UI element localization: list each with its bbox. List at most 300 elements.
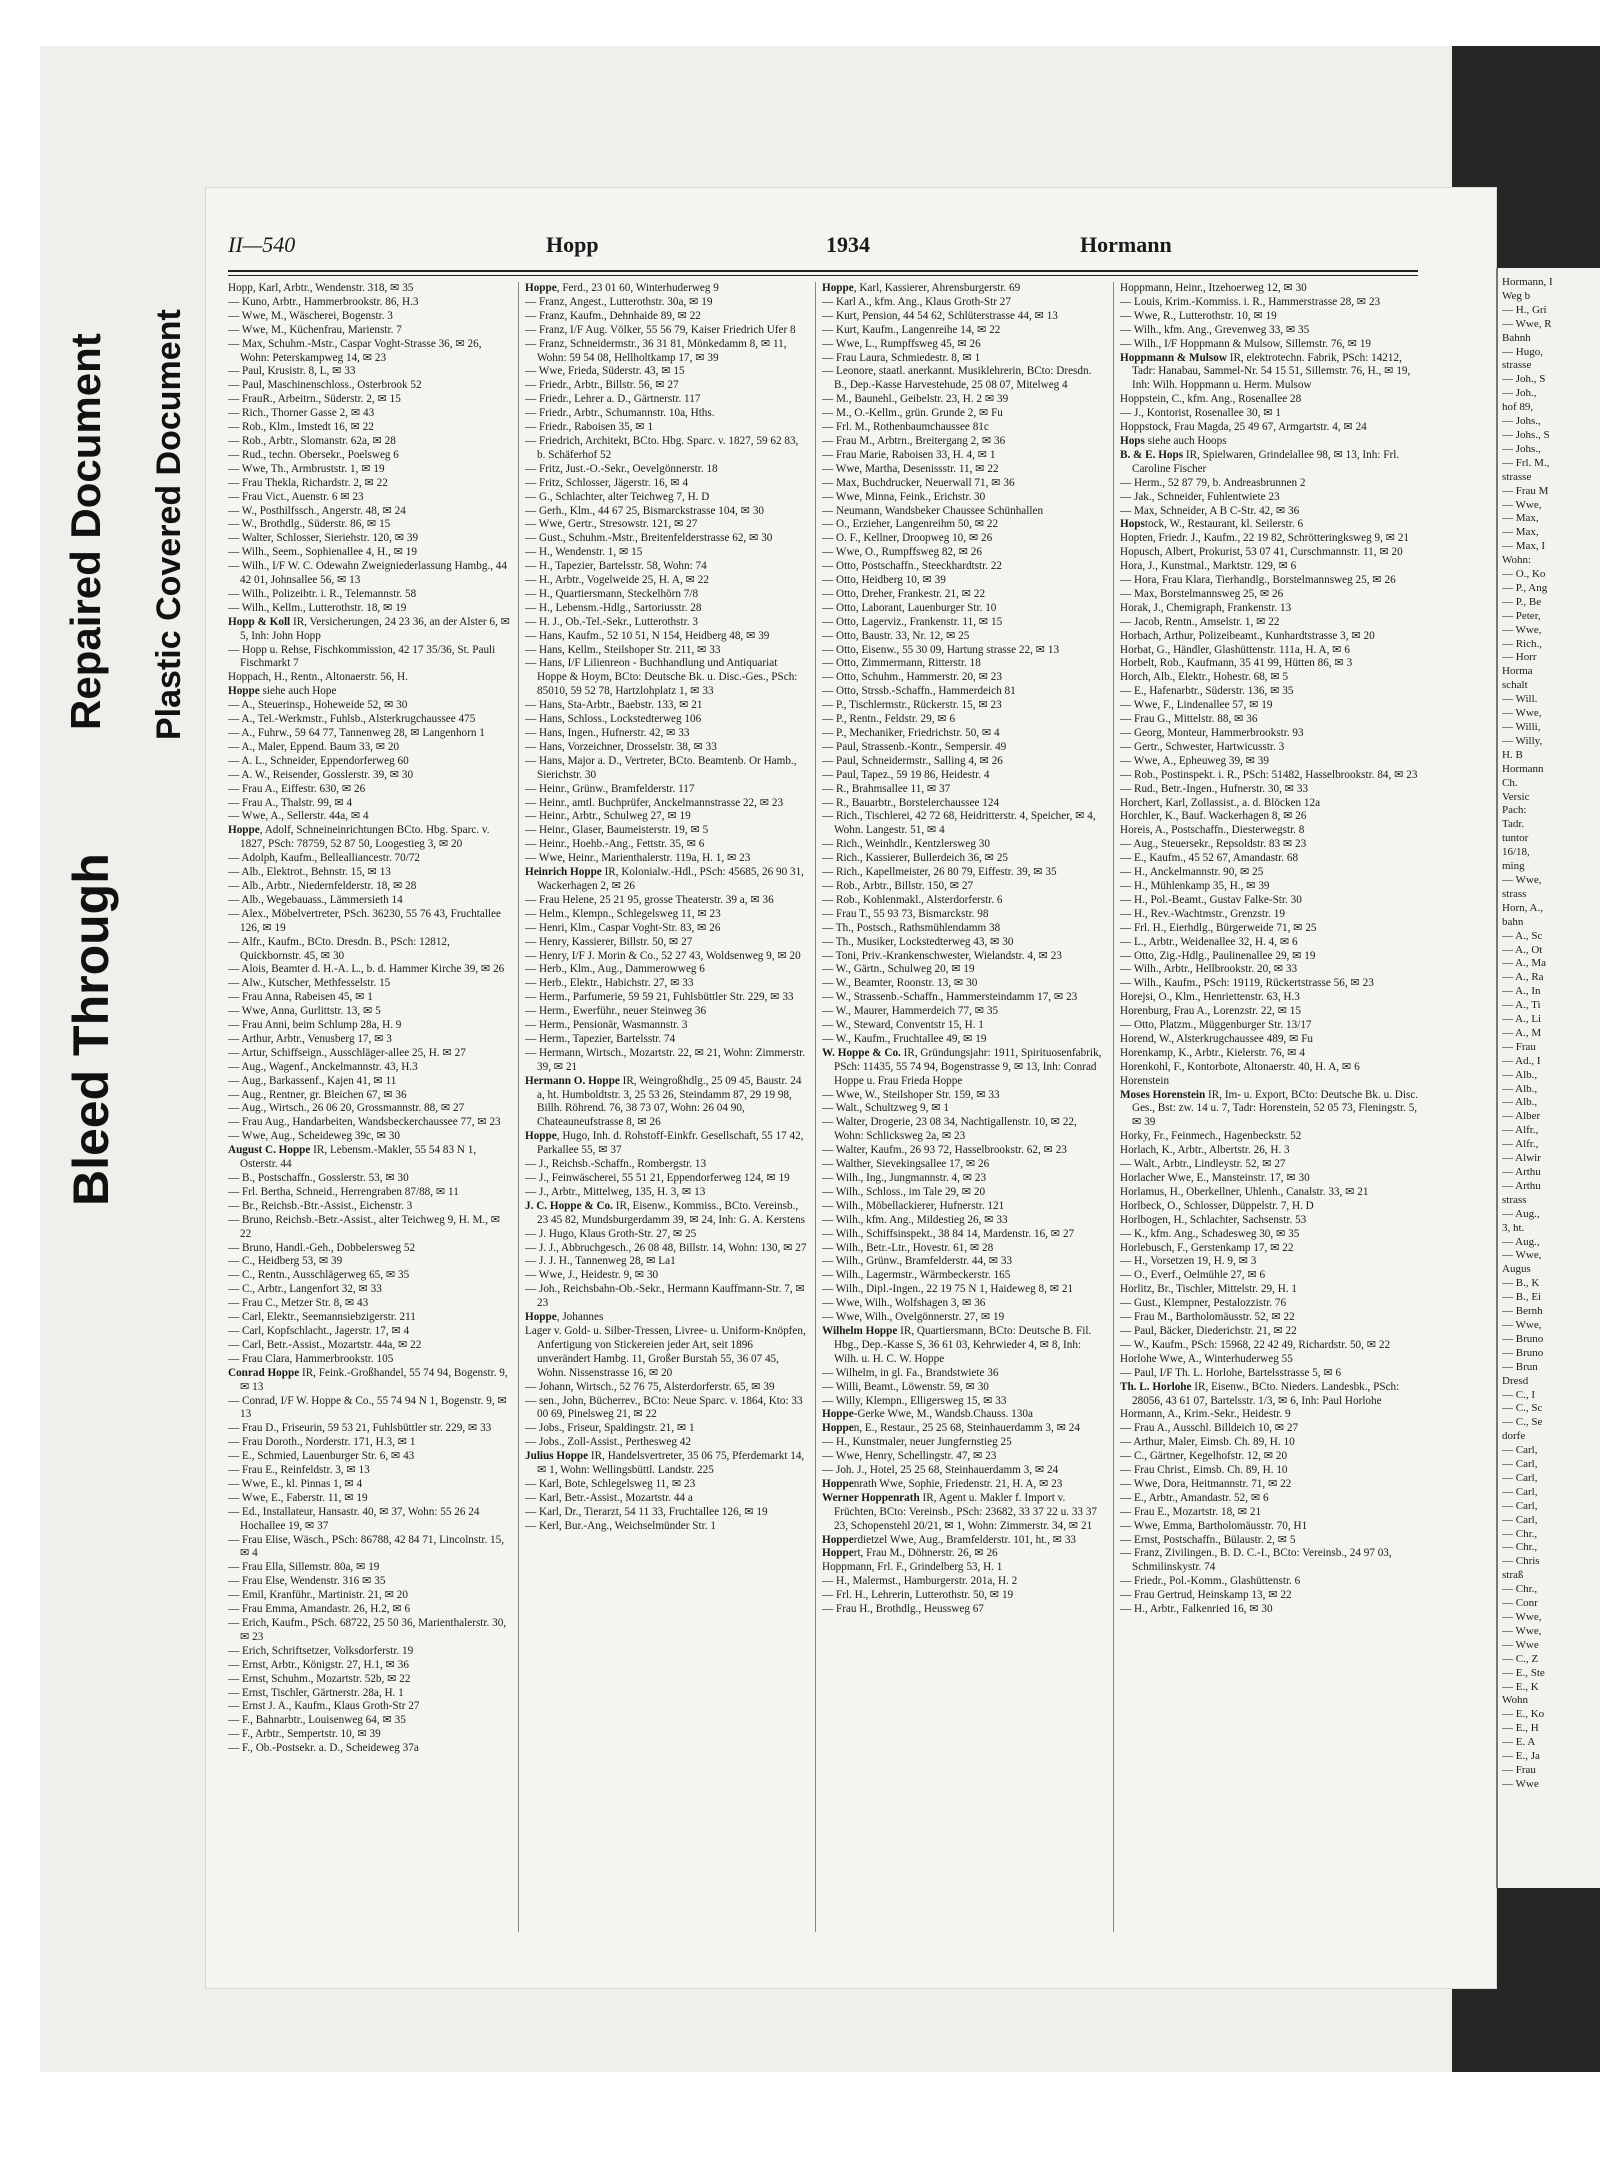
facing-page-line: — Wwe bbox=[1502, 1638, 1539, 1651]
directory-entry: — Frau Emma, Amandastr. 26, H.2, ✉ 6 bbox=[228, 1603, 411, 1616]
facing-page-line: — Ad., I bbox=[1502, 1054, 1541, 1067]
directory-entry: — Wilh., Ing., Jungmannstr. 4, ✉ 23 bbox=[822, 1172, 987, 1184]
directory-entry: — Gertr., Schwester, Hartwicusstr. 3 bbox=[1120, 740, 1285, 753]
directory-entry: — FrauR., Arbeitrn., Süderstr. 2, ✉ 15 bbox=[228, 393, 401, 406]
directory-entry: — Friedr., Lehrer a. D., Gärtnerstr. 117 bbox=[525, 393, 701, 406]
directory-entry: — Hans, Ingen., Hufnerstr. 42, ✉ 33 bbox=[525, 727, 690, 739]
directory-entry: — H., Arbtr., Falkenried 16, ✉ 30 bbox=[1120, 1603, 1273, 1616]
facing-page-line: hof 89, bbox=[1502, 401, 1534, 414]
facing-page-line: — B., Ei bbox=[1502, 1291, 1542, 1304]
directory-entry: Th. L. Horlohe IR, Eisenw., BCto. Nieders. Landesbk., PSch: 28056, 43 61 07, Bartelsstr. 1/3, ✉ 6, Inh: Paul Horlohe bbox=[1120, 1380, 1400, 1407]
directory-entry: — Wwe, Wilh., Ovelgönnerstr. 27, ✉ 19 bbox=[822, 1311, 1005, 1324]
directory-entry: — Hans, Kellm., Steilshoper Str. 211, ✉ 33 bbox=[525, 643, 721, 656]
directory-entry: Hopstock, W., Restaurant, kl. Seilerstr. 6 bbox=[1120, 518, 1304, 531]
directory-entry: Horlitz, Br., Tischler, Mittelstr. 29, H. 1 bbox=[1120, 1283, 1298, 1296]
directory-entry: Hermann O. Hoppe IR, Weingroßhdlg., 25 09 45, Baustr. 24 a, ht. Humboldtstr. 3, 25 53 26, Steindamm 87, 29 19 98, Billh. Röhrend. 76, 38 73 07, Wohn: 26 04 90, Chateauneufstrasse 8, ✉ 26 bbox=[525, 1074, 802, 1129]
facing-page-line: Wohn: bbox=[1502, 554, 1532, 567]
directory-entry: — Toni, Priv.-Krankenschwester, Wielandstr. 4, ✉ 23 bbox=[822, 949, 1062, 962]
facing-page-line: — Carl, bbox=[1502, 1458, 1538, 1471]
directory-entry: — Wilh., Arbtr., Hellbrookstr. 20, ✉ 33 bbox=[1120, 963, 1298, 976]
facing-page-line: — Alwir bbox=[1502, 1152, 1541, 1165]
directory-entry: — Aug., Steuersekr., Repsoldstr. 83 ✉ 23 bbox=[1120, 838, 1307, 851]
directory-entry: Hoppe, Johannes bbox=[525, 1311, 604, 1324]
directory-entry: — Walther, Sievekingsallee 17, ✉ 26 bbox=[822, 1158, 990, 1171]
left-edge bbox=[0, 46, 40, 2072]
directory-entry: — Wwe, M., Küchenfrau, Marienstr. 7 bbox=[228, 323, 402, 336]
directory-entry: Hoppe, Hugo, Inh. d. Rohstoff-Einkfr. Gesellschaft, 55 17 42, Parkallee 55, ✉ 37 bbox=[525, 1130, 804, 1157]
directory-entry: — Kurt, Pension, 44 54 62, Schlüterstrasse 44, ✉ 13 bbox=[822, 309, 1058, 322]
column-separator bbox=[815, 282, 816, 1932]
directory-entry: — Georg, Monteur, Hammerbrookstr. 93 bbox=[1120, 727, 1304, 739]
directory-entry: — Carl, Betr.-Assist., Mozartstr. 44a, ✉ 22 bbox=[228, 1338, 422, 1351]
directory-entry: — M., Baunehl., Geibelstr. 23, H. 2 ✉ 39 bbox=[822, 393, 1009, 406]
directory-entry: — Max, Buchdrucker, Neuerwall 71, ✉ 36 bbox=[822, 476, 1015, 489]
directory-entry: — Wilh., Möbellackierer, Hufnerstr. 121 bbox=[822, 1199, 1005, 1212]
directory-entry: Julius Hoppe IR, Handelsvertreter, 35 06 75, Pferdemarkt 14, ✉ 1, Wohn: Wellingsbüttl. Landstr. 225 bbox=[525, 1450, 805, 1477]
directory-entry: Horejsi, O., Klm., Henriettenstr. 63, H.3 bbox=[1120, 991, 1300, 1004]
directory-entry: — Bruno, Reichsb.-Betr.-Assist., alter Teichweg 9, H. M., ✉ 22 bbox=[228, 1213, 501, 1240]
directory-entry: — Heinr., Hoehb.-Ang., Fettstr. 35, ✉ 6 bbox=[525, 838, 705, 851]
directory-entry: — Hermann, Wirtsch., Mozartstr. 22, ✉ 21, Wohn: Zimmerstr. 39, ✉ 21 bbox=[525, 1046, 806, 1073]
directory-entry: — Wwe, E., kl. Pinnas 1, ✉ 4 bbox=[228, 1477, 363, 1490]
directory-entry: — Friedr., Arbtr., Schumannstr. 10a, Hths. bbox=[525, 407, 715, 420]
directory-entry: — Ernst, Arbtr., Königstr. 27, H.1, ✉ 36 bbox=[228, 1658, 409, 1671]
directory-entry: — Wilhelm, in gl. Fa., Brandstwiete 36 bbox=[822, 1366, 999, 1379]
facing-page-line: — A., In bbox=[1502, 985, 1541, 998]
directory-entry: — Friedr., Pol.-Komm., Glashüttenstr. 6 bbox=[1120, 1575, 1301, 1588]
directory-entry: — A., Steuerinsp., Hoheweide 52, ✉ 30 bbox=[228, 699, 408, 712]
facing-page-line: — Wwe, bbox=[1502, 498, 1542, 511]
facing-page-line: — A., Li bbox=[1502, 1013, 1542, 1026]
directory-entry: — H., Rev.-Wachtmstr., Grenzstr. 19 bbox=[1120, 907, 1285, 920]
facing-page-lines bbox=[1498, 268, 1600, 1792]
column-separator bbox=[518, 282, 519, 1932]
directory-entry: — Heinr., Arbtr., Schulweg 27, ✉ 19 bbox=[525, 810, 691, 823]
directory-entry: — Wilh., I/F W. C. Odewahn Zweigniederlassung Hambg., 44 42 01, Johnsallee 56, ✉ 13 bbox=[228, 560, 507, 587]
facing-page-line: — Wwe, bbox=[1502, 1624, 1542, 1637]
directory-entry: — Otto, Lagerviz., Frankenstr. 11, ✉ 15 bbox=[822, 615, 1003, 628]
directory-entry: — Helm., Klempn., Schlegelsweg 11, ✉ 23 bbox=[525, 907, 721, 920]
facing-page-line: — Aug., bbox=[1502, 1235, 1540, 1248]
directory-entry: — Carl, Kopfschlacht., Jagerstr. 17, ✉ 4 bbox=[228, 1324, 410, 1337]
directory-entry: — Frau G., Mittelstr. 88, ✉ 36 bbox=[1120, 713, 1258, 726]
directory-entry: Heinrich Hoppe IR, Kolonialw.-Hdl., PSch: 45685, 26 90 31, Wackerhagen 2, ✉ 26 bbox=[525, 866, 804, 892]
directory-entry: — Wwe, J., Heidestr. 9, ✉ 30 bbox=[525, 1269, 659, 1282]
directory-entry: — Wilh., Dipl.-Ingen., 22 19 75 N 1, Haideweg 8, ✉ 21 bbox=[822, 1283, 1074, 1296]
facing-page-line: Augus bbox=[1502, 1263, 1531, 1276]
header-rule bbox=[228, 270, 1418, 276]
directory-entry: — Joh. J., Hotel, 25 25 68, Steinhauerdamm 3, ✉ 24 bbox=[822, 1464, 1059, 1477]
directory-entry: — Erich, Schriftsetzer, Volksdorferstr. 19 bbox=[228, 1644, 414, 1657]
facing-page-line: — Wwe, bbox=[1502, 707, 1542, 720]
facing-page-line: — Joh., S bbox=[1502, 373, 1546, 386]
label-bleed-through: Bleed Through bbox=[63, 853, 119, 1206]
facing-page-line: — Conr bbox=[1502, 1597, 1538, 1610]
directory-entry: — P., Mechaniker, Friedrichstr. 50, ✉ 4 bbox=[822, 727, 1000, 739]
facing-page-line: — Wwe, bbox=[1502, 1611, 1542, 1623]
directory-entry: — Paul, Maschinenschloss., Osterbrook 52 bbox=[228, 379, 422, 392]
directory-entry: — H., Wendenstr. 1, ✉ 15 bbox=[525, 546, 643, 559]
directory-entry: — Max, Schneider, A B C-Str. 42, ✉ 36 bbox=[1120, 504, 1300, 517]
facing-page-line: — A., Ot bbox=[1502, 943, 1543, 956]
directory-entry: — H., Anckelmannstr. 90, ✉ 25 bbox=[1120, 866, 1264, 879]
facing-page-line: strass bbox=[1502, 887, 1527, 900]
facing-page-line: — Chr., bbox=[1502, 1541, 1538, 1554]
directory-entry: — Paul, I/F Th. L. Horlohe, Bartelsstrasse 5, ✉ 6 bbox=[1120, 1366, 1342, 1379]
directory-entry: — Jak., Schneider, Fuhlentwiete 23 bbox=[1120, 490, 1280, 503]
bottom-margin bbox=[0, 2072, 1600, 2177]
directory-entry: — Rich., Kapellmeister, 26 80 79, Eiffestr. 39, ✉ 35 bbox=[822, 866, 1057, 879]
directory-entry: Horlbeck, O., Schlosser, Düppelstr. 7, H. D bbox=[1120, 1199, 1314, 1212]
directory-entry: — Aug., Wirtsch., 26 06 20, Grossmannstr. 88, ✉ 27 bbox=[228, 1102, 465, 1115]
directory-entry: — Friedr., Arbtr., Billstr. 56, ✉ 27 bbox=[525, 379, 679, 392]
directory-entry: — Karl, Dr., Tierarzt, 54 11 33, Fruchtallee 126, ✉ 19 bbox=[525, 1505, 768, 1518]
directory-entry: Horak, J., Chemigraph, Frankenstr. 13 bbox=[1120, 601, 1292, 614]
directory-entry: — B., Postschaffn., Gosslerstr. 53, ✉ 30 bbox=[228, 1172, 409, 1184]
directory-entry: — Erich, Kaufm., PSch. 68722, 25 50 36, Marienthalerstr. 30, ✉ 23 bbox=[228, 1617, 507, 1643]
directory-entry: — Frau Gertrud, Heinskamp 13, ✉ 22 bbox=[1120, 1589, 1292, 1602]
directory-entry: August C. Hoppe IR, Lebensm.-Makler, 55 54 83 N 1, Osterstr. 44 bbox=[228, 1144, 477, 1171]
directory-entry: — Rob., Klm., Imstedt 16, ✉ 22 bbox=[228, 421, 374, 434]
directory-entry: — Otto, Postschaffn., Steeckhardtstr. 22 bbox=[822, 560, 1003, 573]
directory-entry: — Rich., Thorner Gasse 2, ✉ 43 bbox=[228, 407, 375, 420]
directory-entry: — H., Lebensm.-Hdlg., Sartoriusstr. 28 bbox=[525, 601, 702, 614]
directory-entry: — J., Kontorist, Rosenallee 30, ✉ 1 bbox=[1120, 407, 1282, 420]
facing-page-line: — Wwe bbox=[1502, 1777, 1539, 1790]
facing-page-line: — Frl. M., bbox=[1502, 456, 1550, 469]
directory-entry: — A. W., Reisender, Gosslerstr. 39, ✉ 30 bbox=[228, 768, 414, 781]
directory-entry: — Franz, Angest., Lutterothstr. 30a, ✉ 19 bbox=[525, 295, 713, 308]
directory-entry: — Frl. H., Lehrerin, Lutterothstr. 50, ✉ 19 bbox=[822, 1589, 1014, 1602]
facing-page-line: — Joh., bbox=[1502, 387, 1537, 400]
directory-entry: — Ernst, Postschaffn., Bülaustr. 2, ✉ 5 bbox=[1120, 1533, 1296, 1546]
facing-page-line: — B., K bbox=[1502, 1277, 1540, 1290]
directory-entry: Wilhelm Hoppe IR, Quartiersmann, BCto: Deutsche B. Fil. Hbg., Dep.-Kasse S, 36 61 03, Kehrwieder 4, ✉ 8, Inh: Wilh. u. H. C. W. Hoppe bbox=[822, 1324, 1092, 1365]
directory-entry: — H., Vorsetzen 19, H. 9, ✉ 3 bbox=[1120, 1255, 1257, 1268]
header-first-entry: Hopp bbox=[546, 232, 599, 257]
facing-page-line: — Alber bbox=[1502, 1110, 1541, 1123]
facing-page-line: — E., Ja bbox=[1502, 1750, 1540, 1763]
directory-entry: — Otto, Platzm., Müggenburger Str. 13/17 bbox=[1120, 1019, 1312, 1032]
facing-page-line: — Bernh bbox=[1502, 1305, 1543, 1318]
facing-page-line: Hormann bbox=[1502, 762, 1544, 775]
facing-page-line: — Willi, bbox=[1502, 721, 1541, 733]
directory-entry: Horlbogen, H., Schlachter, Sachsenstr. 53 bbox=[1120, 1213, 1307, 1226]
directory-entry: Hopten, Friedr. J., Kaufm., 22 19 82, Schrötteringksweg 9, ✉ 21 bbox=[1120, 532, 1410, 545]
directory-entry: Hoppstock, Frau Magda, 25 49 67, Armgartstr. 4, ✉ 24 bbox=[1120, 421, 1367, 434]
directory-entry: — Alw., Kutscher, Methfesselstr. 15 bbox=[228, 977, 391, 990]
directory-entry: — Max, Borstelmannsweg 25, ✉ 26 bbox=[1120, 587, 1284, 600]
facing-page-line: Horma bbox=[1502, 665, 1533, 678]
directory-entry: — H., Pol.-Beamt., Gustav Falke-Str. 30 bbox=[1120, 893, 1302, 906]
column-separator bbox=[1113, 282, 1114, 1932]
directory-entry: — Wilh., Schloss., im Tale 29, ✉ 20 bbox=[822, 1185, 986, 1198]
directory-entry: — Walter, Drogerie, 23 08 34, Nachtigallenstr. 10, ✉ 22, Wohn: Schlicksweg 2a, ✉ 23 bbox=[822, 1116, 1077, 1143]
directory-entry: — Wwe, M., Wäscherei, Bogenstr. 3 bbox=[228, 309, 393, 322]
facing-page-line: strasse bbox=[1502, 470, 1532, 483]
directory-entry: Horenstein bbox=[1120, 1074, 1170, 1087]
directory-entry: — O., Everf., Oelmühle 27, ✉ 6 bbox=[1120, 1269, 1266, 1282]
facing-page-line: — E., K bbox=[1502, 1680, 1539, 1693]
directory-entry: — Wwe, Aug., Scheideweg 39c, ✉ 30 bbox=[228, 1130, 400, 1143]
facing-page-line: — E., Ko bbox=[1502, 1708, 1545, 1721]
directory-entry: — M., O.-Kellm., grün. Grunde 2, ✉ Fu bbox=[822, 407, 1003, 420]
directory-entry: — Frau Anna, Rabeisen 45, ✉ 1 bbox=[228, 991, 373, 1004]
facing-page-line: — P., Be bbox=[1502, 595, 1542, 608]
directory-entry: — Willi, Beamt., Löwenstr. 59, ✉ 30 bbox=[822, 1380, 989, 1393]
facing-page-line: — Chr., bbox=[1502, 1583, 1538, 1596]
directory-entry: Horend, W., Alsterkrugchaussee 489, ✉ Fu bbox=[1120, 1032, 1314, 1045]
directory-entry: Lager v. Gold- u. Silber-Tressen, Livree- u. Uniform-Knöpfen, Anfertigung von Stickereien jeder Art, seit 1896 unverändert Hambg. 11, Großer Burstah 55, 36 07 45, Wohn. Nissenstrasse 16, ✉ 20 bbox=[525, 1324, 806, 1379]
directory-entry: — Walter, Schlosser, Sieriehstr. 120, ✉ 39 bbox=[228, 532, 419, 545]
facing-page-line: — E. A bbox=[1502, 1736, 1536, 1749]
directory-entry: — Frau Clara, Hammerbrookstr. 105 bbox=[228, 1352, 394, 1365]
directory-entry: — Frl. M., Rothenbaumchaussee 81c bbox=[822, 421, 989, 434]
directory-entry: — C., Heidberg 53, ✉ 39 bbox=[228, 1255, 343, 1268]
directory-entry: — Walt., Arbtr., Lindleystr. 52, ✉ 27 bbox=[1120, 1158, 1286, 1171]
directory-entry: — Gust., Klempner, Pestalozzistr. 76 bbox=[1120, 1297, 1287, 1310]
directory-entry: — Wilh., Kellm., Lutterothstr. 18, ✉ 19 bbox=[228, 601, 407, 614]
directory-entry: Hoppmann & Mulsow IR, elektrotechn. Fabrik, PSch: 14212, Tadr: Hanabau, Sammel-Nr. 54 15 51, Sillemstr. 76, H., ✉ 19, Inh: Wilh. Hoppmann u. Herm. Mulsow bbox=[1120, 351, 1411, 392]
directory-entry: — Rud., techn. Obersekr., Poelsweg 6 bbox=[228, 448, 399, 461]
directory-entry: — Wilh., Kaufm., PSch: 19119, Rückertstrasse 56, ✉ 23 bbox=[1120, 977, 1374, 990]
directory-entry: — Hans, Vorzeichner, Drosselstr. 38, ✉ 33 bbox=[525, 740, 717, 753]
facing-page-line: — Johs., bbox=[1502, 415, 1541, 428]
facing-page-line: — Alb., bbox=[1502, 1068, 1538, 1081]
directory-entry: — Wwe, E., Faberstr. 11, ✉ 19 bbox=[228, 1491, 368, 1504]
facing-page-line: — Max, I bbox=[1502, 540, 1546, 553]
directory-entry: — Frl. Bertha, Schneid., Herrengraben 87/88, ✉ 11 bbox=[228, 1185, 459, 1198]
header-last-entry: Hormann bbox=[1080, 232, 1172, 257]
directory-entry: — Neumann, Wandsbeker Chaussee Schünhallen bbox=[822, 504, 1044, 517]
facing-page-line: Wohn bbox=[1502, 1694, 1529, 1707]
directory-entry: — Hans, Kaufm., 52 10 51, N 154, Heidberg 48, ✉ 39 bbox=[525, 629, 770, 642]
directory-entry: — Rud., Betr.-Ingen., Hufnerstr. 30, ✉ 33 bbox=[1120, 782, 1309, 795]
directory-entry: — Rich., Kassierer, Bullerdeich 36, ✉ 25 bbox=[822, 852, 1009, 865]
directory-entry: — W., Maurer, Hammerdeich 77, ✉ 35 bbox=[822, 1005, 999, 1018]
directory-entry: — E., Schmied, Lauenburger Str. 6, ✉ 43 bbox=[228, 1450, 415, 1463]
directory-entry: — Frau Thekla, Richardstr. 2, ✉ 22 bbox=[228, 476, 388, 489]
facing-page-line: — Frau M bbox=[1502, 484, 1549, 497]
directory-entry: — Aug., Barkassenf., Kajen 41, ✉ 11 bbox=[228, 1074, 397, 1087]
directory-entry: — C., Arbtr., Langenfort 32, ✉ 33 bbox=[228, 1283, 382, 1296]
directory-entry: — Frau Else, Wendenstr. 316 ✉ 35 bbox=[228, 1575, 386, 1588]
facing-page-line: — A., M bbox=[1502, 1026, 1542, 1039]
facing-page-line: — Alfr., bbox=[1502, 1124, 1539, 1137]
directory-entry: — Paul, Schneidermstr., Salling 4, ✉ 26 bbox=[822, 754, 1003, 767]
directory-entry: — Wwe, R., Lutterothstr. 10, ✉ 19 bbox=[1120, 309, 1277, 322]
directory-entry: B. & E. Hops IR, Spielwaren, Grindelallee 98, ✉ 13, Inh: Frl. Caroline Fischer bbox=[1120, 448, 1400, 475]
directory-entry: — G., Schlachter, alter Teichweg 7, H. D bbox=[525, 490, 710, 503]
directory-entry: — Frau Anni, beim Schlump 28a, H. 9 bbox=[228, 1019, 402, 1032]
directory-entry: — Rob., Kohlenmakl., Alsterdorferstr. 6 bbox=[822, 893, 1003, 906]
directory-entry: — Frau Laura, Schmiedestr. 8, ✉ 1 bbox=[822, 351, 981, 364]
facing-page-line: — Carl, bbox=[1502, 1485, 1538, 1498]
directory-entry: Hopp, Karl, Arbtr., Wendenstr. 318, ✉ 35 bbox=[228, 282, 414, 294]
directory-entry: — Kuno, Arbtr., Hammerbrookstr. 86, H.3 bbox=[228, 295, 419, 308]
directory-entry: — Frau E., Reinfeldstr. 3, ✉ 13 bbox=[228, 1464, 370, 1477]
directory-entry: — Wilh., Grünw., Bramfelderstr. 44, ✉ 33 bbox=[822, 1255, 1013, 1268]
facing-page-line: — Max, bbox=[1502, 512, 1539, 525]
facing-page-line: — Carl, bbox=[1502, 1444, 1538, 1457]
directory-entry: Horbach, Arthur, Polizeibeamt., Kunhardtstrasse 3, ✉ 20 bbox=[1120, 629, 1375, 642]
directory-entry: — Wwe, Heinr., Marienthalerstr. 119a, H. 1, ✉ 23 bbox=[525, 852, 751, 865]
facing-page-line: — Arthu bbox=[1502, 1166, 1541, 1178]
directory-entry: — J. J., Abbruchgesch., 26 08 48, Billstr. 14, Wohn: 130, ✉ 27 bbox=[525, 1241, 807, 1254]
facing-page-line: — E., H bbox=[1502, 1722, 1539, 1735]
directory-entry: — W., Strassenb.-Schaffn., Hammersteindamm 17, ✉ 23 bbox=[822, 991, 1078, 1004]
directory-entry: — L., Arbtr., Weidenallee 32, H. 4, ✉ 6 bbox=[1120, 935, 1298, 948]
facing-page-line: — Hugo, bbox=[1502, 345, 1543, 358]
directory-entry: Horchler, K., Bauf. Wackerhagen 8, ✉ 26 bbox=[1120, 810, 1307, 823]
directory-entry: — Wilh., Lagermstr., Wärmbeckerstr. 165 bbox=[822, 1269, 1011, 1282]
directory-entry: — Conrad, I/F W. Hoppe & Co., 55 74 94 N 1, Bogenstr. 9, ✉ 13 bbox=[228, 1394, 507, 1421]
directory-entry: — Wwe, Minna, Feink., Erichstr. 30 bbox=[822, 490, 986, 503]
directory-entry: — Otto, Zig.-Hdlg., Paulinenallee 29, ✉ 19 bbox=[1120, 949, 1316, 962]
directory-entry: — H., Mühlenkamp 35, H., ✉ 39 bbox=[1120, 879, 1270, 892]
directory-entry: — E., Kaufm., 45 52 67, Amandastr. 68 bbox=[1120, 852, 1299, 865]
directory-entry: — Frau M., Arbtrn., Breitergang 2, ✉ 36 bbox=[822, 434, 1006, 447]
facing-page-line: — C., Se bbox=[1502, 1416, 1543, 1429]
directory-entry: — Jobs., Friseur, Spaldingstr. 21, ✉ 1 bbox=[525, 1422, 695, 1435]
facing-page-line: — Bruno bbox=[1502, 1332, 1544, 1345]
directory-entry: — Wwe, Anna, Gurlittstr. 13, ✉ 5 bbox=[228, 1005, 381, 1018]
directory-entry: — Ernst J. A., Kaufm., Klaus Groth-Str 27 bbox=[228, 1700, 420, 1713]
directory-entry: Horch, Alb., Elektr., Hohestr. 68, ✉ 5 bbox=[1120, 671, 1289, 684]
directory-entry: — Frau Ella, Sillemstr. 80a, ✉ 19 bbox=[228, 1561, 380, 1574]
directory-entry: Hormann, A., Krim.-Sekr., Heidestr. 9 bbox=[1120, 1408, 1291, 1421]
facing-page-line: strass bbox=[1502, 1193, 1527, 1206]
facing-page-line: 3, ht. bbox=[1502, 1221, 1525, 1234]
facing-page-line: — Chr., bbox=[1502, 1527, 1538, 1540]
page-number: II—540 bbox=[228, 232, 296, 257]
directory-entry: — Wilh., Seem., Sophienallee 4, H., ✉ 19 bbox=[228, 546, 417, 559]
directory-entry: Hoppach, H., Rentn., Altonaerstr. 56, H. bbox=[228, 671, 408, 684]
directory-entry: — Otto, Strssb.-Schaffn., Hammerdeich 81 bbox=[822, 685, 1016, 698]
directory-entry: — Franz, Zivilingen., B. D. C.-I., BCto: Vereinsb., 24 97 03, Schmilinskystr. 74 bbox=[1120, 1547, 1392, 1574]
directory-entry: Horlach, K., Arbtr., Albertstr. 26, H. 3 bbox=[1120, 1144, 1290, 1157]
directory-entry: — H., Quartiersmann, Steckelhörn 7/8 bbox=[525, 587, 699, 600]
directory-entry: Hops siehe auch Hoops bbox=[1120, 434, 1227, 447]
directory-entry: Hoppe-Gerke Wwe, M., Wandsb.Chauss. 130a bbox=[822, 1408, 1033, 1421]
directory-entry: — Herm., Ewerführ., neuer Steinweg 36 bbox=[525, 1005, 707, 1018]
directory-entry: — J. J. H., Tannenweg 28, ✉ La1 bbox=[525, 1255, 676, 1268]
directory-entry: — Franz, Schneidermstr., 36 31 81, Mönkedamm 8, ✉ 11, Wohn: 59 54 08, Hellholtkamp 17, ✉ 39 bbox=[525, 337, 787, 364]
facing-page-line: Dresd bbox=[1502, 1374, 1529, 1387]
facing-page-line: — Wwe, R bbox=[1502, 317, 1552, 330]
directory-entry: — Alfr., Kaufm., BCto. Dresdn. B., PSch: 12812, Quickbornstr. 45, ✉ 30 bbox=[228, 935, 450, 962]
directory-entry: — Heinr., amtl. Buchprüfer, Anckelmannstrasse 22, ✉ 23 bbox=[525, 796, 784, 809]
directory-entry: — J., Feinwäscherei, 55 51 21, Eppendorferweg 124, ✉ 19 bbox=[525, 1172, 790, 1184]
directory-entry: — Hans, Major a. D., Vertreter, BCto. Beamtenb. Or Hamb., Sierichstr. 30 bbox=[525, 754, 797, 781]
directory-entry: — Wwe, W., Steilshoper Str. 159, ✉ 33 bbox=[822, 1088, 1000, 1101]
directory-entry: — Wilh., kfm. Ang., Grevenweg 33, ✉ 35 bbox=[1120, 323, 1310, 336]
directory-entry: — J., Reichsb.-Schaffn., Rombergstr. 13 bbox=[525, 1158, 707, 1171]
directory-entry: — Alb., Wegebauass., Lämmersieth 14 bbox=[228, 893, 403, 906]
directory-entry: — Paul, Tapez., 59 19 86, Heidestr. 4 bbox=[822, 768, 990, 781]
directory-entry: — Rob., Arbtr., Slomanstr. 62a, ✉ 28 bbox=[228, 434, 396, 447]
directory-entry: — Th., Musiker, Lockstedterweg 43, ✉ 30 bbox=[822, 935, 1014, 948]
directory-entry: — Kerl, Bur.-Ang., Weichselmünder Str. 1 bbox=[525, 1519, 716, 1532]
directory-entry: — E., Hafenarbtr., Süderstr. 136, ✉ 35 bbox=[1120, 685, 1294, 698]
header-year: 1934 bbox=[826, 232, 870, 257]
facing-page-line: Versic bbox=[1502, 790, 1530, 803]
directory-entry: — Paul, Bäcker, Diederichstr. 21, ✉ 22 bbox=[1120, 1324, 1297, 1337]
directory-entry: — Frau H., Brothdlg., Heussweg 67 bbox=[822, 1603, 984, 1616]
facing-page-line: — A., Ra bbox=[1502, 971, 1544, 984]
directory-entry: — Otto, Eisenw., 55 30 09, Hartung strasse 22, ✉ 13 bbox=[822, 643, 1060, 656]
label-plastic-covered: Plastic Covered Document bbox=[150, 309, 188, 740]
directory-entry: — Aug., Rentner, gr. Bleichen 67, ✉ 36 bbox=[228, 1088, 407, 1101]
directory-entry: — J., Arbtr., Mittelweg, 135, H. 3, ✉ 13 bbox=[525, 1185, 706, 1198]
facing-page-line: — C., I bbox=[1502, 1388, 1535, 1401]
directory-entry: — sen., John, Bücherrev., BCto: Neue Sparc. v. 1864, Kto: 33 00 69, Pinelsweg 21, ✉ 22 bbox=[525, 1394, 803, 1421]
directory-entry: — Frau D., Friseurin, 59 53 21, Fuhlsbüttler str. 229, ✉ 33 bbox=[228, 1422, 492, 1435]
directory-entry: — W., Kaufm., PSch: 15968, 22 42 49, Richardstr. 50, ✉ 22 bbox=[1120, 1338, 1391, 1351]
directory-entry: — Rich., Weinhdlr., Kentzlersweg 30 bbox=[822, 838, 990, 851]
directory-entry: — Franz, I/F Aug. Völker, 55 56 79, Kaiser Friedrich Ufer 8 bbox=[525, 323, 796, 336]
facing-page-line: — Willy, bbox=[1502, 734, 1543, 747]
directory-entry: — Rob., Postinspekt. i. R., PSch: 51482, Hasselbrookstr. 84, ✉ 23 bbox=[1120, 768, 1418, 781]
directory-entry: — Wwe, Gertr., Stresowstr. 121, ✉ 27 bbox=[525, 518, 698, 531]
directory-entry: — Wwe, Henry, Schellingstr. 47, ✉ 23 bbox=[822, 1450, 997, 1463]
directory-entry: — Wilh., I/F Hoppmann & Mulsow, Sillemstr. 76, ✉ 19 bbox=[1120, 337, 1372, 350]
directory-entry: — Otto, Zimmermann, Ritterstr. 18 bbox=[822, 657, 981, 670]
facing-page-line: — Alb., bbox=[1502, 1096, 1538, 1109]
facing-page-line: — Alfr., bbox=[1502, 1138, 1539, 1151]
directory-entry: Hora, J., Kunstmal., Marktstr. 129, ✉ 6 bbox=[1120, 560, 1297, 573]
facing-page-line: Tadr. bbox=[1502, 818, 1525, 831]
directory-entry: — Rob., Arbtr., Billstr. 150, ✉ 27 bbox=[822, 879, 974, 892]
directory-entry: Horlacher Wwe, E., Mansteinstr. 17, ✉ 30 bbox=[1120, 1172, 1310, 1184]
facing-page-line: — Aug., bbox=[1502, 1207, 1540, 1220]
facing-page-line: — Horr bbox=[1502, 651, 1537, 664]
facing-page-line: ming bbox=[1502, 860, 1525, 873]
directory-entry: — W., Gärtn., Schulweg 20, ✉ 19 bbox=[822, 963, 975, 976]
directory-entry: — Frau Vict., Auenstr. 6 ✉ 23 bbox=[228, 490, 364, 503]
directory-entry: — A. L., Schneider, Eppendorferweg 60 bbox=[228, 754, 409, 767]
directory-entry: — H., Kunstmaler, neuer Jungfernstieg 25 bbox=[822, 1436, 1012, 1449]
directory-entry: — Otto, Baustr. 33, Nr. 12, ✉ 25 bbox=[822, 629, 970, 642]
facing-page-line: dorfe bbox=[1502, 1430, 1526, 1443]
facing-page-line: — Carl, bbox=[1502, 1513, 1538, 1526]
directory-entry: — Friedrich, Architekt, BCto. Hbg. Sparc. v. 1827, 59 62 83, b. Schäferhof 52 bbox=[525, 434, 799, 461]
facing-page-line: strasse bbox=[1502, 359, 1532, 372]
directory-entry: — Frau Christ., Eimsb. Ch. 89, H. 10 bbox=[1120, 1464, 1288, 1477]
facing-page-line: Pach: bbox=[1502, 804, 1527, 817]
directory-entry: — Wwe, L., Rumpffsweg 45, ✉ 26 bbox=[822, 337, 981, 350]
directory-entry: — Fritz, Just.-O.-Sekr., Oevelgönnerstr. 18 bbox=[525, 462, 718, 475]
directory-entry: — Bruno, Handl.-Geh., Dobbelersweg 52 bbox=[228, 1241, 416, 1254]
facing-page-line: — Arthu bbox=[1502, 1179, 1541, 1192]
facing-page-line: — Frau bbox=[1502, 1763, 1536, 1776]
facing-page-line: Bahnh bbox=[1502, 331, 1531, 344]
directory-entry: — Otto, Laborant, Lauenburger Str. 10 bbox=[822, 601, 997, 614]
directory-entry: — Wwe, Wilh., Wolfshagen 3, ✉ 36 bbox=[822, 1297, 986, 1310]
directory-entry: Hoppmann, Heinr., Itzehoerweg 12, ✉ 30 bbox=[1120, 282, 1307, 294]
directory-entry: Hoppe, Karl, Kassierer, Ahrensburgerstr. 69 bbox=[822, 282, 1021, 294]
directory-entry: — Aug., Wagenf., Anckelmannstr. 43, H.3 bbox=[228, 1060, 418, 1073]
directory-entry: Horenkohl, F., Kontorbote, Altonaerstr. 40, H. A, ✉ 6 bbox=[1120, 1060, 1360, 1073]
directory-entry: — C., Gärtner, Kegelhofstr. 12, ✉ 20 bbox=[1120, 1450, 1288, 1463]
directory-entry: Hoppmann, Frl. F., Grindelberg 53, H. 1 bbox=[822, 1561, 1003, 1574]
facing-page-line: Hormann, I bbox=[1502, 276, 1553, 288]
directory-entry: — Wilh., Polizeibtr. i. R., Telemannstr. 58 bbox=[228, 587, 417, 600]
facing-page-line: straß bbox=[1502, 1569, 1524, 1582]
directory-entry: — Frau T., 55 93 73, Bismarckstr. 98 bbox=[822, 907, 989, 920]
directory-column-1 bbox=[228, 282, 513, 1937]
directory-entry: — Kurt, Kaufm., Langenreihe 14, ✉ 22 bbox=[822, 323, 1001, 336]
